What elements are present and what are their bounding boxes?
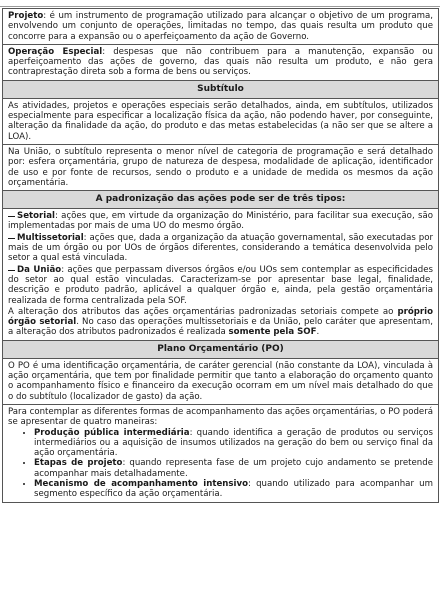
list-item [34,428,433,459]
projeto-term: Projeto [8,11,44,21]
plano-intro: Para contemplar as diferentes formas de acompanhamento das ações orçamentárias, o PO poderá se apresentar de quatro maneiras: [8,406,434,428]
plano-orcamentario-header: Plano Orçamentário (PO) [3,341,438,359]
projeto-block [3,9,438,45]
multissetorial-item [8,233,433,264]
uniao-term: Da União [17,264,62,275]
operacao-especial-term: Operação Especial [8,46,103,57]
setorial-term: Setorial [17,211,55,222]
operacao-especial-text: : despesas que não contribuem para a manutenção, expansão ou aperfeiçoamento das ações de governo, das quais não resulta um produto, e não gera contraprestação direta sob a forma de bens ou serviços. [8,46,433,78]
projeto-paragraph [8,11,433,42]
plano-paragraph-1: O PO é uma identificação orçamentária, de caráter gerencial (não constante da LOA), vinculada à ação orçamentária, que tem por finalidade permitir que tanto a elaboração do orçamento quanto o acompanhamento físico e financeiro da execução ocorram em um nível mais detalhado do que o do subtítulo (localizador de gasto) da ação. [8,360,433,402]
padronizacao-block [3,209,438,341]
list-item-text: : quando utilizado para acompanhar um segmento específico da ação orçamentária. [34,478,433,500]
list-item [34,458,433,479]
uniao-text: : ações que perpassam diversos órgãos e/ou UOs sem contemplar as especificidades do setor ao qual estão vinculadas. Caracterizam-se por apresentar base legal, finalidade, descrição e produto padrão, aplicável a qualquer órgão e, ainda, pela gestão orçamentária realizada de forma centralizada pela SOF. [8,264,434,306]
padronizacao-header: A padronização das ações pode ser de três tipos: [3,191,438,209]
blank-line-mark [8,238,15,239]
list-item-text: : quando representa fase de um projeto cujo andamento se pretende acompanhar mais detalhadamente. [34,458,433,479]
plano-list [8,428,433,500]
content-table [2,8,439,503]
setorial-text: : ações que, em virtude da organização do Ministério, para facilitar sua execução, são implementadas por mais de uma UO do mesmo órgão. [8,211,433,232]
plano-block-1 [3,359,438,405]
alteracao-text-3: . [316,327,320,338]
alteracao-bold-1: próprio órgão setorial [8,306,433,328]
blank-line-mark [8,270,15,271]
list-item-term: Produção pública intermediária [34,427,190,438]
operacao-especial-paragraph [8,47,433,78]
multissetorial-text: : ações que, dada a organização da atuação governamental, são executadas por mais de um órgão ou por UOs de órgãos diferentes, considerando a temática desenvolvida pelo setor a qual está vinculada. [8,232,433,264]
list-item-text: : quando identifica a geração de produtos ou serviços intermediários ou a aquisição de insumos utilizados na geração do bem ou serviço final da ação orçamentária. [34,427,433,459]
setorial-item [8,211,433,232]
subtitulo-paragraph-1: As atividades, projetos e operações especiais serão detalhados, ainda, em subtítulos, utilizados especialmente para especificar a localização física da ação, não podendo haver, por conseguinte, alteração da finalidade da ação, do produto e das metas estabelecidas (a não ser que se altere a LOA). [8,100,433,142]
subtitulo-paragraph-2: Na União, o subtítulo representa o menor nível de categoria de programação e será detalhado por: esfera orçamentária, grupo de natureza de despesa, modalidade de aplicação, identificador de uso e por fonte de recursos, sendo o produto e a unidade de medida os mesmos da ação orçamentária. [8,146,433,188]
previous-page-edge [0,0,440,7]
operacao-especial-block [3,45,438,81]
uniao-item [8,265,433,306]
alteracao-text-1: A alteração dos atributos das ações orçamentárias padronizadas setoriais compete ao [8,306,398,317]
projeto-text: : é um instrumento de programação utilizado para alcançar o objetivo de um programa, envolvendo um conjunto de operações, limitadas no tempo, das quais resulta um produto que concorre para a expansão ou o aperfeiçoamento da ação de Governo. [8,11,433,42]
plano-block-2 [3,405,438,503]
multissetorial-term: Multissetorial [17,232,84,243]
alteracao-text-2: . No caso das operações multissetoriais e da União, pelo caráter que apresentam, a alteração dos atributos padronizados é realizada [8,317,434,338]
subtitulo-header: Subtítulo [3,81,438,99]
list-item-term: Etapas de projeto [34,458,123,469]
subtitulo-block-2 [3,145,438,191]
blank-line-mark [8,216,15,217]
alteracao-paragraph [8,307,433,338]
list-item [34,479,433,500]
list-item-term: Mecanismo de acompanhamento intensivo [34,478,248,489]
subtitulo-block-1 [3,99,438,145]
alteracao-bold-2: somente pela SOF [228,327,317,338]
